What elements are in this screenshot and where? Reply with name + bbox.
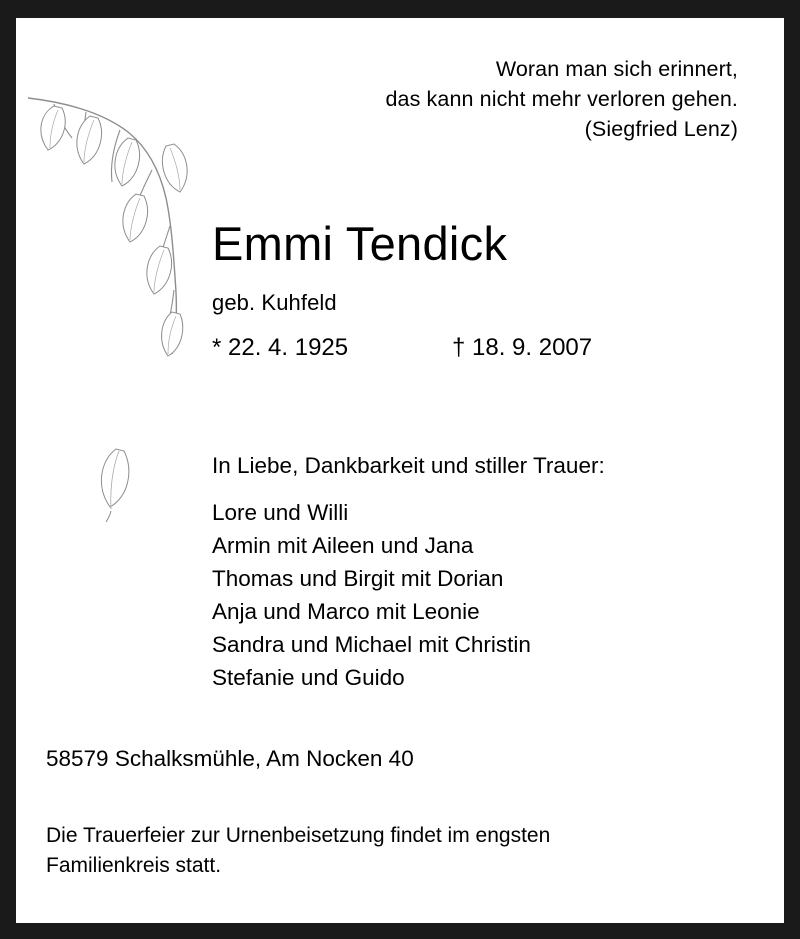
quote-attribution: (Siegfried Lenz)	[584, 117, 738, 141]
birth-date: * 22. 4. 1925	[212, 334, 349, 361]
list-item: Armin mit Aileen und Jana	[212, 533, 474, 558]
obituary-card	[16, 18, 784, 923]
mourners-list	[212, 496, 752, 694]
list-item: Stefanie und Guido	[212, 665, 405, 690]
quote-line-2: das kann nicht mehr verloren gehen.	[385, 87, 738, 111]
quote-line-1: Woran man sich erinnert,	[495, 57, 738, 81]
maiden-name: geb. Kuhfeld	[212, 290, 337, 315]
list-item: Lore und Willi	[212, 500, 349, 525]
deceased-block	[212, 216, 732, 364]
quote-block	[16, 54, 738, 144]
single-leaf-icon	[88, 443, 148, 523]
list-item: Sandra und Michael mit Christin	[212, 632, 531, 657]
death-date: † 18. 9. 2007	[452, 334, 593, 361]
mourners-intro: In Liebe, Dankbarkeit und stiller Trauer:	[212, 453, 605, 478]
life-dates	[212, 332, 732, 364]
deceased-name: Emmi Tendick	[212, 217, 508, 270]
list-item: Anja und Marco mit Leonie	[212, 599, 480, 624]
list-item: Thomas und Birgit mit Dorian	[212, 566, 504, 591]
address: 58579 Schalksmühle, Am Nocken 40	[46, 746, 414, 771]
mourners-block	[212, 450, 752, 694]
funeral-notice	[46, 821, 686, 881]
notice-line-1: Die Trauerfeier zur Urnenbeisetzung findet im engsten	[46, 824, 551, 847]
notice-line-2: Familienkreis statt.	[46, 854, 222, 877]
